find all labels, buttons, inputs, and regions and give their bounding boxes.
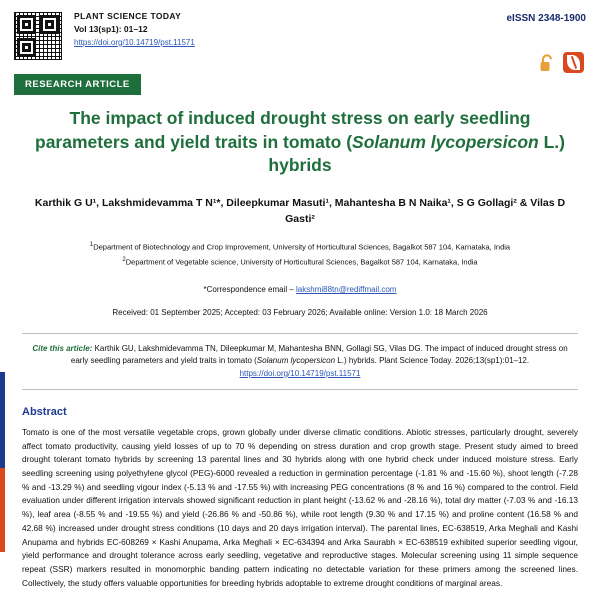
- publication-dates: Received: 01 September 2025; Accepted: 03 February 2026; Available online: Version 1.0: 18 March 2026: [112, 307, 488, 317]
- abstract-text: Tomato is one of the most versatile vegetable crops, grown globally under diverse climatic conditions. Abiotic stresses, particularly drought, severely affect tomato productivity, causing yield losses of up to 70 % depending on stress duration and crop growth stage. Present study aimed to breed drought tolerant tomato hybrids by screening 13 parental lines and 30 hybrids along with one hybrid check under induced moisture stress. Early seedling screening using polyethylene glycol (PEG)-6000 revealed a reduction in germination percentage (-1.81 % and -15.60 %), shoot length (-7.28 % and -13.29 %) and seedling vigour index (-5.13 % and -17.55 %) with increasing PEG concentrations (8 % and 16 %) compared to the control. Field evaluation under different irrigation intervals showed significant reduction in plant height (-13.62 % and -28.16 %), total dry matter (-7.03 % and -16.13 %), leaf area (-8.55 % and -19.55 %) and yield (-26.86 % and -50.86 %), while root length (9.30 % and 17.15 %) and proline content (16.58 % and 42.68 %) increased under drought stress conditions (10 days and 20 days irrigation interval). The parental lines, EC-638519, Arka Meghali and Kashi Anupama and hybrids EC-608269 × Kashi Anupama, Arka Meghali × EC-634394 and Arka Saurabh × EC-638519 exhibited superior seedling vigour, yield performance and drought tolerance across early seedling, vegetative and reproductive stages. Molecular screening using 11 simple sequence repeat (SSR) markers resulted in monomorphic banding pattern indicating no detectable variation for these primers among the screened lines. Collectively, the study offers valuable opportunities for breeding hybrids adoptable to extreme drought conditions of marginal areas.: [22, 427, 578, 588]
- title-part-1: The impact of induced drought stress on early seedling parameters and yield traits in tomato (: [35, 108, 531, 152]
- correspondence-email-link[interactable]: lakshmi88tn@rediffmail.com: [296, 284, 397, 294]
- citation-text-after: L.) hybrids. Plant Science Today. 2026;13(sp1):01–12.: [335, 356, 530, 366]
- journal-volume: Vol 13(sp1): 01–12: [74, 24, 148, 35]
- abstract-heading: Abstract: [22, 406, 67, 419]
- citation-text-before: Karthik GU, Lakshmidevamma TN, Dileepkumar M, Mahantesha BNN, Gollagi SG, Vilas DG. The impact of induced drought stress on early seedling parameters and yield traits in tomato (: [70, 343, 568, 366]
- page-header: [0, 0, 600, 60]
- publisher-leaf-logo-icon: [563, 52, 584, 73]
- citation-box: [22, 333, 578, 390]
- page-title: [28, 107, 572, 178]
- page-edge-color-bar: [0, 0, 5, 600]
- header-badges: [539, 52, 584, 73]
- journal-doi-link[interactable]: https://doi.org/10.14719/pst.11571: [74, 37, 195, 47]
- qr-code-icon[interactable]: [14, 12, 62, 60]
- author-list: Karthik G U¹, Lakshmidevamma T N¹*, Dileepkumar Masuti¹, Mahantesha B N Naika¹, S G Gollagi² & Vilas D Gasti²: [34, 196, 566, 225]
- affiliation-2-marker: 2: [122, 256, 126, 263]
- title-species-name: Solanum lycopersicon: [352, 131, 539, 152]
- eissn-label: eISSN 2348-1900: [506, 13, 586, 24]
- affiliation-2: [40, 255, 560, 269]
- title-part-2: L.) hybrids: [268, 131, 565, 176]
- status-badge: RESEARCH ARTICLE: [14, 74, 141, 95]
- citation-label: Cite this article:: [32, 343, 93, 353]
- affiliation-2-text: Department of Vegetable science, University of Horticultural Sciences, Bagalkot 587 104, Karnataka, India: [125, 257, 478, 267]
- correspondence: [0, 285, 600, 294]
- correspondence-label: *Correspondence email –: [203, 284, 297, 294]
- journal-info: [74, 10, 506, 48]
- citation-species-name: Solanum lycopersicon: [256, 356, 336, 366]
- affiliation-1-text: Department of Biotechnology and Crop Improvement, University of Horticultural Sciences, Bagalkot 587 104, Karnataka, India: [93, 242, 511, 252]
- journal-title: PLANT SCIENCE TODAY: [74, 11, 182, 21]
- open-access-lock-icon: [539, 53, 555, 73]
- affiliation-1: [40, 240, 560, 254]
- affiliations: [40, 240, 560, 269]
- citation-doi-link[interactable]: https://doi.org/10.14719/pst.11571: [239, 368, 361, 378]
- article-type-row: [0, 60, 600, 95]
- affiliation-1-marker: 1: [89, 242, 94, 249]
